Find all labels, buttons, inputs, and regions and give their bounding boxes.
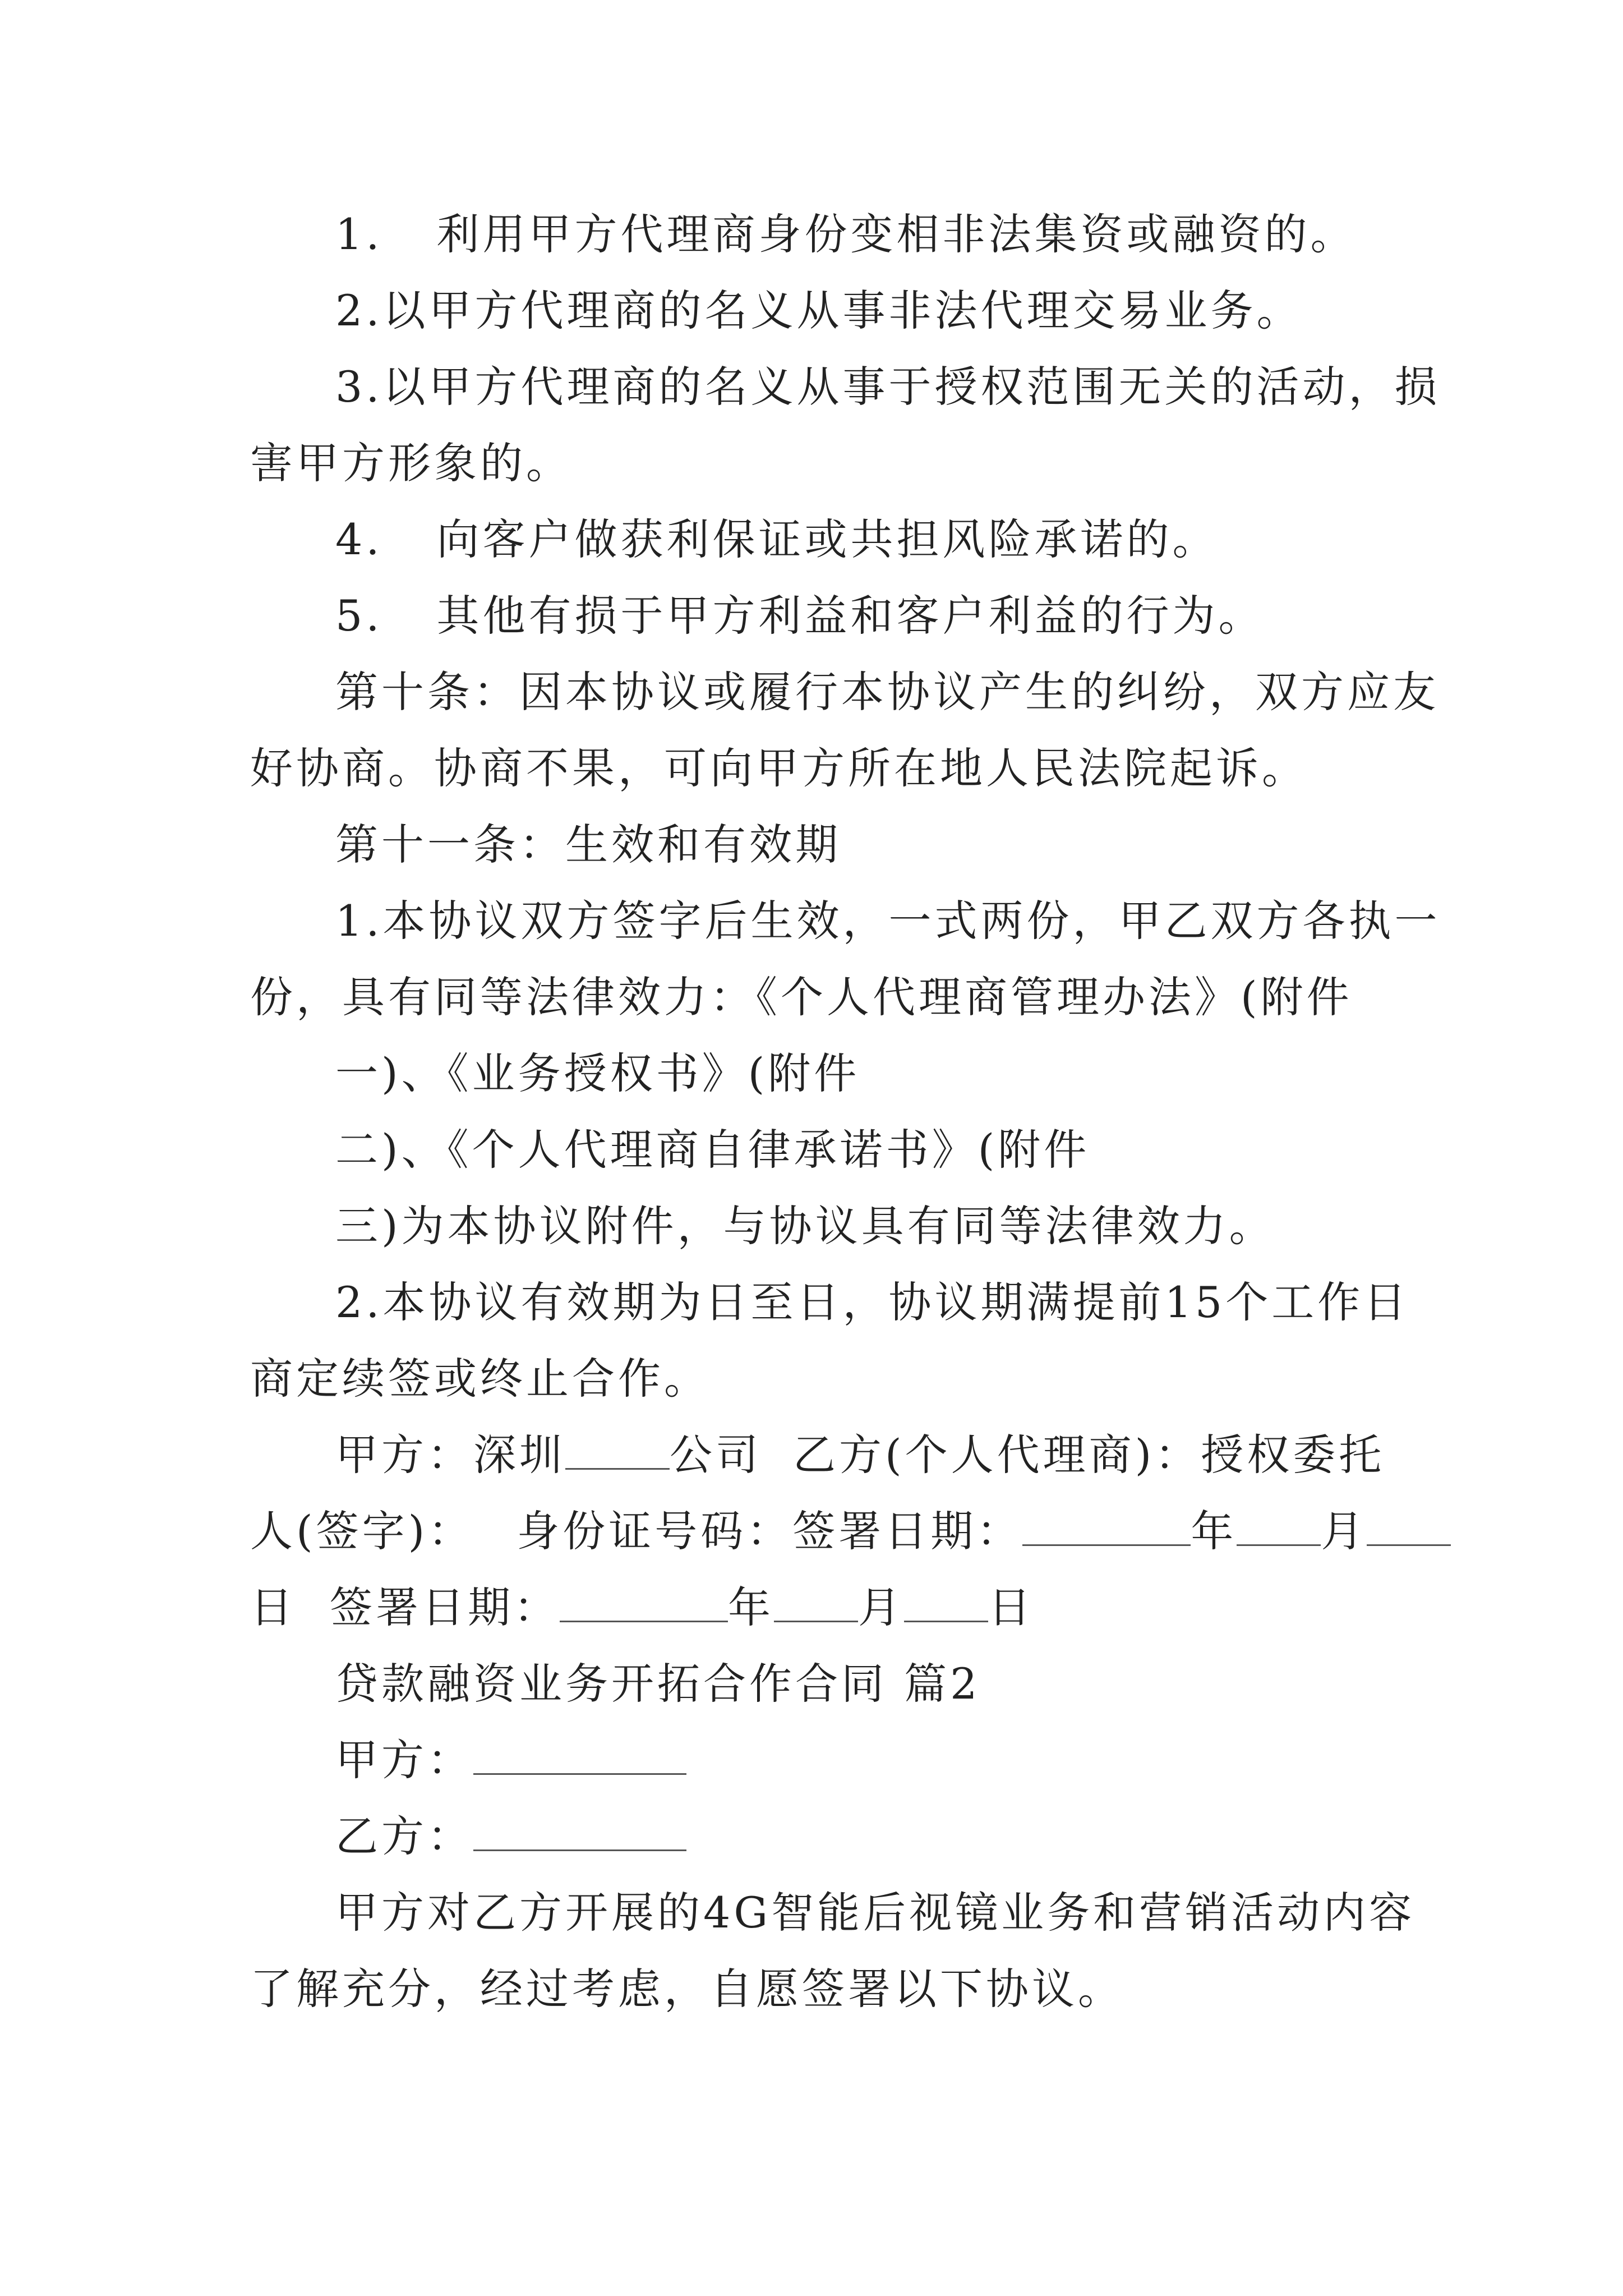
month-label: 月 (1321, 1506, 1367, 1556)
document-page (250, 196, 1441, 2027)
article-11-heading: 第十一条：生效和有效期 (335, 820, 841, 869)
day-label: 日 (250, 1582, 296, 1632)
party-b-line (250, 1798, 1383, 1875)
signature-line-1 (250, 1417, 1383, 1493)
item-number: 4. (335, 514, 383, 564)
year-label: 年 (728, 1582, 774, 1632)
clause-item-5 (250, 578, 1383, 654)
day-blank (1367, 1510, 1451, 1546)
id-and-date-label: 身份证号码：签署日期： (517, 1506, 1023, 1556)
clause-item-2: 2.以甲方代理商的名义从事非法代理交易业务。 (335, 286, 1303, 335)
article-11-clause-1-line5: 三)为本协议附件，与协议具有同等法律效力。 (335, 1201, 1275, 1251)
day-blank (904, 1586, 988, 1622)
year-blank (560, 1586, 728, 1622)
party-b-blank (473, 1815, 686, 1851)
party-a-line (250, 1722, 1383, 1798)
clause-item-3-line2: 害甲方形象的。 (250, 438, 572, 488)
contract-title-2: 贷款融资业务开拓合作合同 篇2 (335, 1659, 981, 1709)
company-name-blank (565, 1433, 670, 1470)
signature-line-2 (250, 1493, 1383, 1570)
sign-date-label: 签署日期： (330, 1582, 560, 1632)
article-11-clause-2-line1: 2.本协议有效期为日至日，协议期满提前15个工作日 (335, 1277, 1410, 1327)
article-11-clause-2-line2: 商定续签或终止合作。 (250, 1354, 710, 1404)
month-label: 月 (858, 1582, 904, 1632)
day-label: 日 (988, 1582, 1034, 1632)
party-b-label: 乙方： (335, 1811, 473, 1861)
party-a-label: 甲方：深圳 (335, 1430, 565, 1480)
clause-item-3-line1: 3.以甲方代理商的名义从事于授权范围无关的活动，损 (335, 362, 1441, 412)
article-10-line1: 第十条：因本协议或履行本协议产生的纠纷，双方应友 (335, 667, 1439, 717)
company-suffix: 公司 (670, 1430, 762, 1480)
year-blank (1022, 1510, 1191, 1546)
item-text: 利用甲方代理商身份变相非法集资或融资的。 (436, 209, 1357, 259)
item-text: 其他有损于甲方利益和客户利益的行为。 (436, 591, 1265, 641)
party-a-blank (473, 1738, 686, 1775)
article-11-clause-1-line1: 1.本协议双方签字后生效，一式两份，甲乙双方各执一 (335, 896, 1441, 946)
article-11-clause-1-line3: 一)、《业务授权书》(附件 (335, 1048, 860, 1098)
party-b-label: 乙方(个人代理商)：授权委托 (793, 1430, 1385, 1480)
intro-paragraph-line2: 了解充分，经过考虑，自愿签署以下协议。 (250, 1964, 1124, 2014)
article-11-clause-1-line4: 二)、《个人代理商自律承诺书》(附件 (335, 1125, 1090, 1175)
year-label: 年 (1191, 1506, 1237, 1556)
article-11-clause-1-line2: 份，具有同等法律效力：《个人代理商管理办法》(附件 (250, 972, 1353, 1022)
article-10-line2: 好协商。协商不果，可向甲方所在地人民法院起诉。 (250, 743, 1308, 793)
item-number: 5. (335, 591, 383, 641)
month-blank (1237, 1510, 1321, 1546)
signature-line-3 (250, 1570, 1383, 1646)
item-number: 1. (335, 209, 383, 259)
signer-label: 人(签字)： (250, 1506, 474, 1556)
clause-item-4 (250, 501, 1383, 578)
intro-paragraph-line1: 甲方对乙方开展的4G智能后视镜业务和营销活动内容 (335, 1888, 1415, 1938)
party-a-label: 甲方： (335, 1735, 473, 1785)
clause-item-1 (250, 196, 1383, 273)
item-text: 向客户做获利保证或共担风险承诺的。 (436, 514, 1219, 564)
month-blank (774, 1586, 858, 1622)
